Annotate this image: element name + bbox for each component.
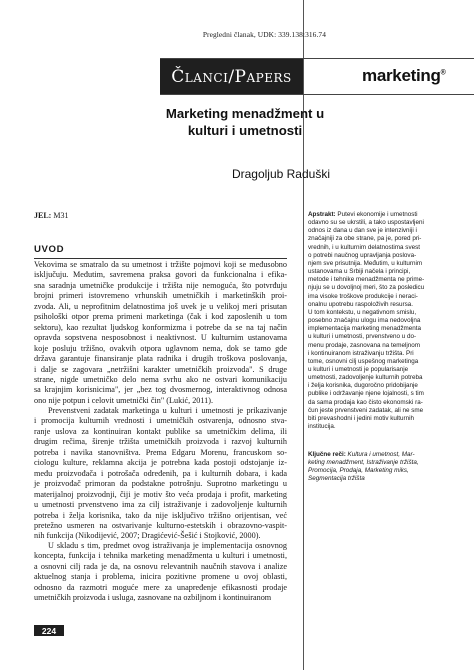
- abstract-line: i želja korisnika, dugoročno pridobijanje: [308, 382, 418, 390]
- text-line: brojni primeri istovremeno vrhunskih umetničkih i marketinških proi-: [34, 291, 287, 301]
- text-line: koje posluju tržišno, ovakvih otpora uglavnom nema, dok se tamo gde: [34, 343, 287, 353]
- author-name: Dragoljub Raduški: [231, 167, 330, 181]
- text-line: aktuelnog stanja i problema, inicira pozitivne promene u ovoj oblasti,: [34, 572, 287, 582]
- text-line: potreba i želja korisnika, tako da nije isključivo tržišno orijentisan, već: [34, 510, 287, 520]
- header-rule-bottom: [160, 94, 474, 95]
- keywords-label: Ključne reči:: [308, 451, 346, 458]
- text-line: Vekovima se smatralo da su umetnost i tržište pojmovi koji se međusobno: [34, 260, 287, 269]
- text-line: je proizvođač primoran da podstakne potrošnju. Suprotno marketingu u: [34, 479, 287, 489]
- text-line: sektoru), kao rezultat ljudskog konformizma i potrebe da se na taj način: [34, 322, 287, 332]
- abstract-line: da sama prodaja kao čisto ekonomski ra-: [308, 398, 423, 406]
- abstract-line: umetnosti, zadovoljenje kulturnih potreba: [308, 374, 423, 382]
- text-line: sa krajnjim korisnicima", jer „bez tog dvosmernog, interaktivnog odnosa: [34, 385, 287, 395]
- section-heading-rule: [34, 258, 287, 259]
- text-line: u umetnosti prvenstveno ima za cilj istraživanje i zadovoljenje kulturnih: [34, 500, 287, 510]
- text-line: koncepta, funkcija i tehnika marketing menadžmenta u kulturi i umetnosti,: [34, 551, 287, 561]
- abstract-line: U tom kontekstu, u negativnom smislu,: [308, 308, 417, 316]
- text-line: umetničkih proizvoda i usluga, zasnovane na ozbiljnom i kontinuiranom: [34, 593, 272, 603]
- article-title-line1: Marketing menadžment u: [165, 106, 325, 121]
- text-line: i dalje se zagovara „netržišni karakter umetničkih proizvoda". S druge: [34, 364, 287, 374]
- abstract-line: metode i tehnike menadžmenta ne prime-: [308, 276, 425, 284]
- jel-value: M31: [53, 211, 69, 220]
- keywords-line: [308, 475, 436, 483]
- paragraph-3: [34, 541, 287, 604]
- text-line: Prevenstveni zadatak marketinga u kulturi i umetnosti je prikazivanje: [48, 406, 287, 415]
- article-title: [160, 105, 330, 139]
- paragraph-1: [34, 260, 287, 406]
- article-type-label: Pregledni članak, UDK: 339.138:316.74: [202, 30, 326, 39]
- keywords-line: [308, 459, 436, 467]
- abstract-line: njem sve prisutnija. Međutim, u kulturnim: [308, 259, 423, 267]
- page-number: 224: [34, 625, 64, 636]
- text-line: isključuju. Međutim, savremena praksa govori da funkcionalna i efika-: [34, 270, 287, 280]
- text-line: ono nije potpun i celovit umetnički čin" (Lukić, 2011).: [34, 395, 214, 405]
- text-line: pretežno usmeren na ostvarivanje kulturno-estetskih i obrazovno-vaspit-: [34, 520, 287, 530]
- abstract-line: [308, 211, 436, 219]
- abstract-line: onalnu upotrebu raspoloživih resursa.: [308, 300, 414, 308]
- text-line: opravda sopstvena nesposobnost i neaktivnost. U kulturnim ustanovama: [34, 333, 287, 343]
- abstract-box: [308, 211, 436, 431]
- text-line: materijalnoj proizvodnji, čiji je motiv što veća prodaja i profit, marketing: [34, 489, 287, 499]
- abstract-line: ima visoke troškove produkcije i neraci-: [308, 292, 418, 300]
- paragraph-2: [34, 406, 287, 542]
- text-line: među proizvođača i potrošača određenih, pa i kulturnih dobara, i kada: [34, 468, 287, 478]
- text-line: država garantuje finansiranje plata radnika i drugih troškova poslovanja,: [34, 354, 287, 364]
- abstract-line: odavno su se ukrstili, a tako uspostavljeni: [308, 219, 424, 227]
- abstract-line: u kulturi i umetnosti, prvenstveno u do-: [308, 333, 417, 341]
- text-line: sna saradnja umetničke produkcije i tržišta nije nemoguća, što potvrđuju: [34, 280, 287, 290]
- abstract-text: Putevi ekonomije i umetnosti: [335, 211, 418, 218]
- registered-mark: ®: [440, 69, 446, 77]
- abstract-line: o potrebi naučnog upravljanja poslova-: [308, 251, 417, 259]
- keywords-box: [308, 451, 436, 484]
- abstract-label: Apstrakt:: [308, 211, 336, 218]
- abstract-line: institucija.: [308, 423, 336, 431]
- abstract-line: publike i održavanje njene lojalnosti, s tim: [308, 390, 424, 398]
- abstract-line: menu prodaje, zasnovana na temeljnom: [308, 341, 421, 349]
- keywords-line: [308, 451, 436, 459]
- abstract-line: i kontinuiranom istraživanju tržišta. Pri: [308, 349, 414, 357]
- abstract-line: u kulturi i umetnosti je popularisanje: [308, 365, 409, 373]
- abstract-line: čun jeste prvenstveni zadatak, ali ne sme: [308, 406, 424, 414]
- abstract-line: vrednih, i u kulturnim delatnostima svest: [308, 243, 420, 251]
- article-title-line2: kulturi i umetnosti: [187, 123, 303, 138]
- text-line: strane, nigde umetničko delo nema svrhu ako ne ostvari komunikaciju: [34, 374, 287, 384]
- abstract-line: tome, osnovni cilj uspešnog marketinga: [308, 357, 419, 365]
- section-banner: Članci/Papers: [160, 59, 303, 94]
- journal-logo: [362, 66, 445, 86]
- text-line: ciologu kulture, reklamna akcija je potrebna kada postoji odstojanje iz-: [34, 458, 287, 468]
- text-line: drugim rečima, širenje tržišta umetničkih proizvoda i razvoj kulturnih: [34, 437, 287, 447]
- keywords-text: Kultura i umetnost, Mar-: [345, 451, 415, 458]
- keywords-text: keting menadžment, Istraživanje tržišta,: [308, 459, 419, 467]
- text-line: i promocija kulturnih vrednosti i umetničkih ostvarenja, odnosno stva-: [34, 416, 287, 426]
- text-line: ranje uslova za kontinuiran kontakt publike sa umetničkim delima, ili: [34, 426, 287, 436]
- keywords-line: [308, 467, 436, 475]
- text-line: psihološki otpor prema primeni marketinga (čak i kod zaposlenih u tom: [34, 312, 287, 322]
- abstract-line: posebno značajnu ulogu ima nedovoljna: [308, 317, 421, 325]
- abstract-line: značajniji za obe strane, pa je, pored pri-: [308, 235, 422, 243]
- abstract-line: implementacija marketing menadžmenta: [308, 325, 422, 333]
- journal-logo-text: marketing: [362, 66, 441, 85]
- text-line: zvoda. Ali, u neprofitnim delatnostima još uvek je u velikoj meri prisutan: [34, 301, 287, 311]
- text-line: nih funkcija (Nikodijević, 2007; Dragićević-Šešić i Stojković, 2000).: [34, 531, 261, 541]
- text-line: potreba i navika stanovništva. Prema Edgaru Morenu, francuskom so-: [34, 447, 287, 457]
- keywords-text: Segmentacija tržišta: [308, 475, 365, 483]
- abstract-line: njuju se u dovoljnoj meri, što za posledicu: [308, 284, 425, 292]
- text-line: a osnovni cilj rada je da, na osnovu relevantnih naučnih stavova i analize: [34, 561, 287, 571]
- text-line: odnosno da razmotri moguće mere za unapređenje efikasnosti prodaje: [34, 582, 287, 592]
- abstract-line: odnos iz dana u dan sve je intenzivniji i: [308, 227, 417, 235]
- jel-code: [34, 211, 68, 220]
- keywords-text: Promocija, Prodaja, Marketing miks,: [308, 467, 409, 475]
- section-heading: UVOD: [34, 244, 65, 255]
- text-line: U skladu s tim, predmet ovog istraživanja je implementacija osnovnog: [48, 541, 287, 550]
- abstract-line: biti prevashodni i jedini motiv kulturnih: [308, 414, 415, 422]
- abstract-line: ustanovama u Srbiji načela i principi,: [308, 268, 411, 276]
- jel-label: JEL:: [34, 211, 52, 220]
- column-divider-line: [303, 0, 304, 670]
